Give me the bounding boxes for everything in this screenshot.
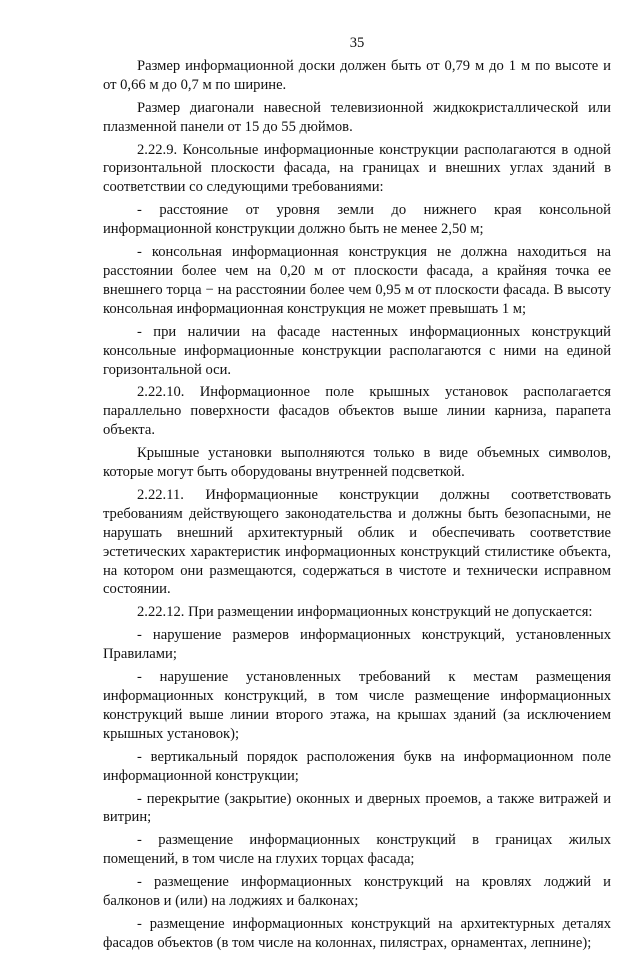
page-number: 35 bbox=[349, 35, 365, 51]
list-item-placement-violation: - нарушение установленных требований к местам размещения информационных конструкций, в том числе размещение информационных конструкций выше линии второго этажа, на крышах зданий (за исключением крышных установок); bbox=[103, 669, 611, 742]
list-item-residential-placement: - размещение информационных конструкций в границах жилых помещений, в том числе на глухих торцах фасада; bbox=[103, 832, 611, 868]
list-item-window-overlap: - перекрытие (закрытие) оконных и дверных проемов, а также витражей и витрин; bbox=[103, 790, 611, 826]
paragraph-roof-installations: Крышные установки выполняются только в виде объемных символов, которые могут быть оборудованы внутренней подсветкой. bbox=[103, 445, 611, 481]
list-item-vertical-letters: - вертикальный порядок расположения букв на информационном поле информационной конструкции; bbox=[103, 748, 611, 784]
paragraph-2-22-12: 2.22.12. При размещении информационных конструкций не допускается: bbox=[137, 604, 593, 621]
paragraph-2-22-11: 2.22.11. Информационные конструкции должны соответствовать требованиям действующего законодательства и должны быть безопасными, не нарушать внешний архитектурный облик и обеспечивать соответствие эстетических характеристик информационных конструкций стилистике объекта, на котором они размещаются, содержаться в чистоте и технически исправном состоянии. bbox=[103, 486, 611, 598]
paragraph-info-board-size: Размер информационной доски должен быть от 0,79 м до 1 м по высоте и от 0,66 м до 0,7 м по ширине. bbox=[103, 57, 611, 93]
list-item-facade-distance: - консольная информационная конструкция не должна находиться на расстоянии более чем на 0,20 м от плоскости фасада, а крайняя точка ее внешнего торца − на расстоянии более чем 0,95 м от плоскости фасада. В высоту консольная информационная конструкция не может превышать 1 м; bbox=[103, 244, 611, 317]
list-item-size-violation: - нарушение размеров информационных конструкций, установленных Правилами; bbox=[103, 627, 611, 663]
paragraph-panel-diagonal: Размер диагонали навесной телевизионной жидкокристаллической или плазменной панели от 15 до 55 дюймов. bbox=[103, 99, 611, 135]
list-item-balcony-placement: - размещение информационных конструкций на кровлях лоджий и балконов и (или) на лоджиях и балконах; bbox=[103, 874, 611, 910]
paragraph-2-22-10: 2.22.10. Информационное поле крышных установок располагается параллельно поверхности фасадов объектов выше линии карниза, парапета объекта. bbox=[103, 384, 611, 439]
document-page bbox=[103, 34, 611, 953]
paragraph-2-22-9: 2.22.9. Консольные информационные конструкции располагаются в одной горизонтальной плоскости фасада, на границах и внешних углах зданий в соответствии со следующими требованиями: bbox=[103, 141, 611, 196]
list-item-single-axis: - при наличии на фасаде настенных информационных конструкций консольные информационные конструкции располагаются с ними на единой горизонтальной оси. bbox=[103, 323, 611, 378]
list-item-architectural-details: - размещение информационных конструкций на архитектурных деталях фасадов объектов (в том числе на колоннах, пилястрах, орнаментах, лепнине); bbox=[103, 915, 611, 951]
list-item-ground-distance: - расстояние от уровня земли до нижнего края консольной информационной конструкции должно быть не менее 2,50 м; bbox=[103, 202, 611, 238]
